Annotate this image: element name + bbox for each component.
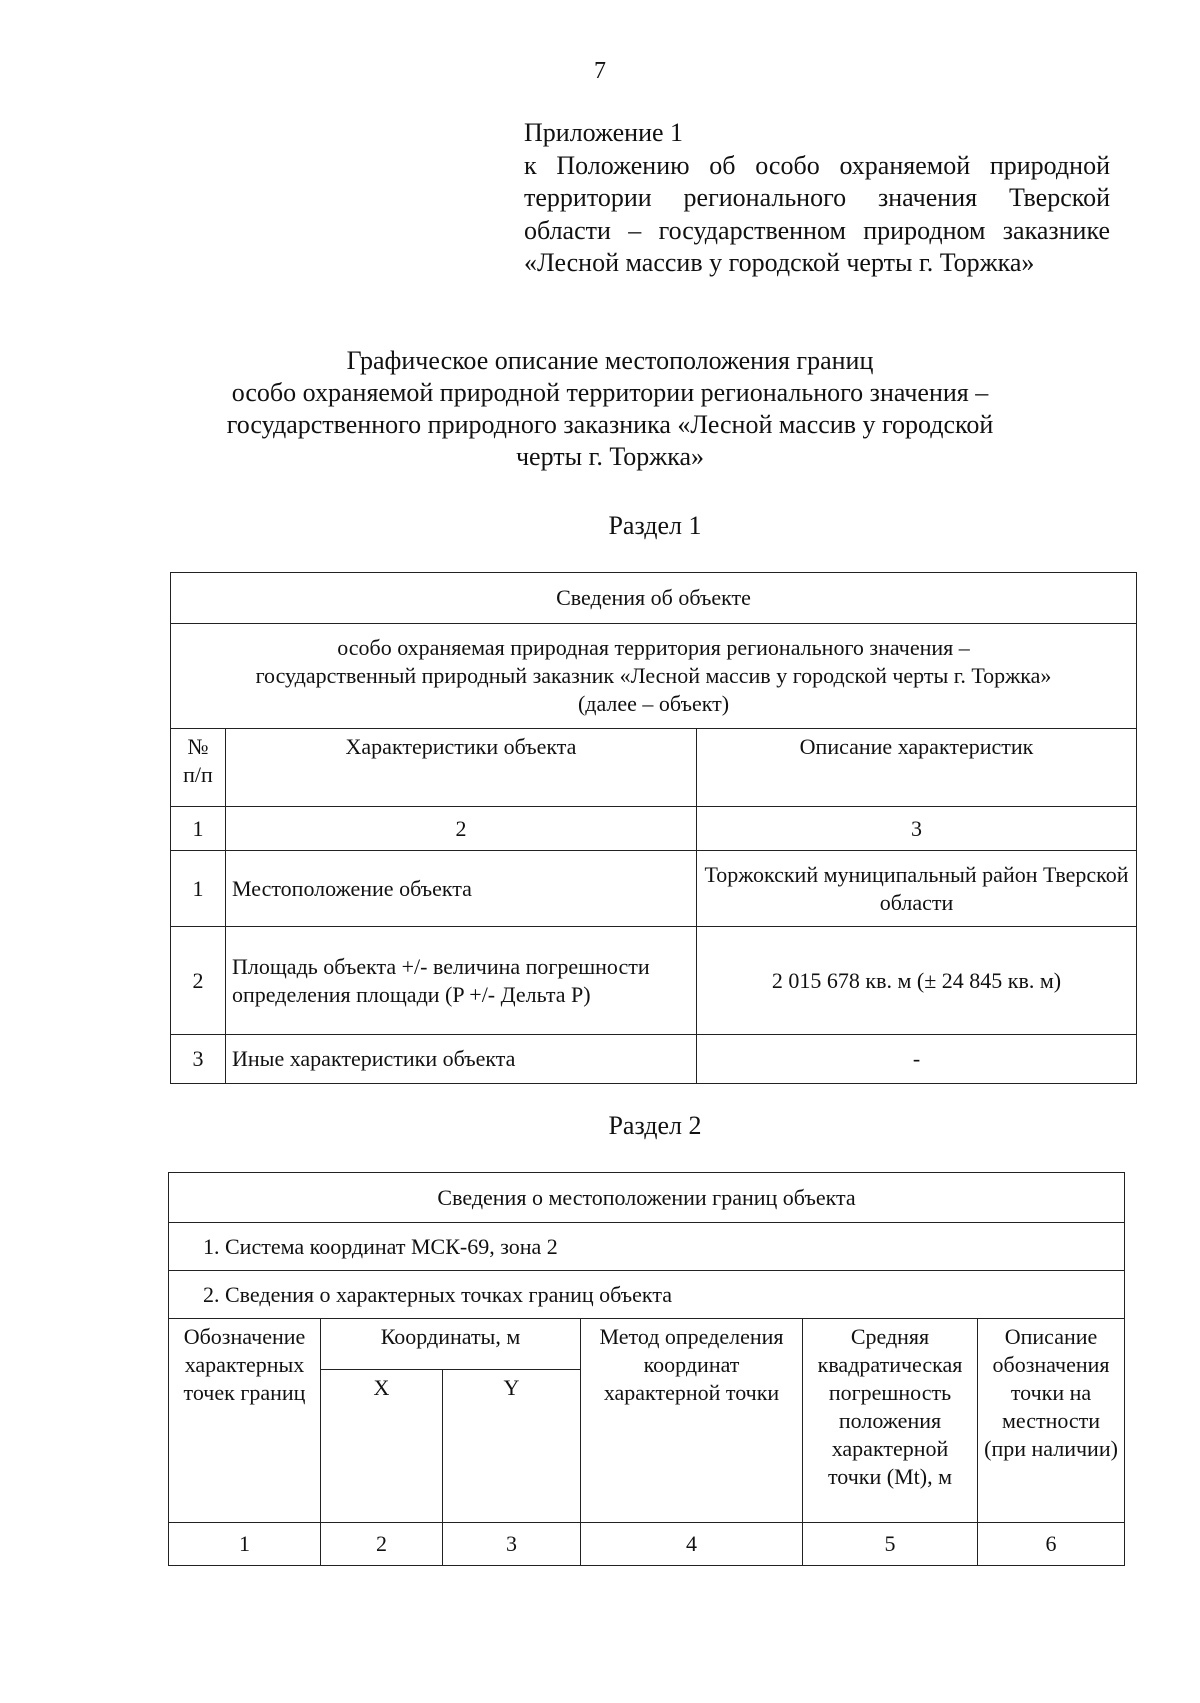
object-description-line-1: особо охраняемая природная территория регионального значения – (337, 635, 970, 660)
table-row (171, 927, 1137, 1035)
column-number-1: 1 (169, 1523, 321, 1566)
title-line-3: государственного природного заказника «Лесной массив у городской (226, 410, 994, 439)
section-2-heading: Раздел 2 (608, 1111, 702, 1140)
column-number-4: 4 (581, 1523, 803, 1566)
annex-block (524, 117, 1110, 280)
annex-body: к Положению об особо охраняемой природной территории регионального значения Тверской области – государственном природном заказнике «Лесной массив у городской черты г. Торжка» (524, 150, 1110, 277)
row-characteristic: Площадь объекта +/- величина погрешности определения площади (P +/- Дельта P) (226, 927, 697, 1035)
column-number-2: 2 (226, 807, 697, 851)
header-x: X (321, 1370, 443, 1523)
points-info: 2. Сведения о характерных точках границ объекта (169, 1271, 1125, 1319)
annex-heading: Приложение 1 (524, 118, 684, 147)
boundary-table (168, 1172, 1125, 1566)
header-y: Y (443, 1370, 581, 1523)
section-1-heading: Раздел 1 (608, 511, 702, 540)
object-description-line-2: государственный природный заказник «Лесной массив у городской черты г. Торжка» (255, 663, 1052, 688)
boundary-table-title: Сведения о местоположении границ объекта (169, 1173, 1125, 1223)
page-number: 7 (594, 58, 606, 84)
title-line-2: особо охраняемой природной территории регионального значения – (231, 378, 989, 407)
row-characteristic: Иные характеристики объекта (226, 1035, 697, 1084)
header-num: № п/п (171, 729, 226, 807)
document-title (190, 345, 1030, 473)
header-method: Метод определения координат характерной точки (581, 1319, 803, 1523)
column-number-3: 3 (697, 807, 1137, 851)
header-coordinates: Координаты, м (321, 1319, 581, 1370)
title-line-1: Графическое описание местоположения границ (346, 346, 874, 375)
object-info-table (170, 572, 1137, 1084)
header-error: Средняя квадратическая погрешность положения характерной точки (Mt), м (803, 1319, 978, 1523)
column-number-2: 2 (321, 1523, 443, 1566)
header-description: Описание характеристик (697, 729, 1137, 807)
coordinate-system: 1. Система координат МСК-69, зона 2 (169, 1223, 1125, 1271)
object-description-line-3: (далее – объект) (577, 691, 730, 716)
table-row (171, 851, 1137, 927)
row-num: 2 (171, 927, 226, 1035)
row-num: 1 (171, 851, 226, 927)
header-characteristics: Характеристики объекта (226, 729, 697, 807)
row-characteristic: Местоположение объекта (226, 851, 697, 927)
column-number-5: 5 (803, 1523, 978, 1566)
column-number-6: 6 (978, 1523, 1125, 1566)
row-num: 3 (171, 1035, 226, 1084)
title-line-4: черты г. Торжка» (515, 442, 704, 471)
row-description: 2 015 678 кв. м (± 24 845 кв. м) (697, 927, 1137, 1035)
row-description: - (697, 1035, 1137, 1084)
header-designation: Обозначение характерных точек границ (169, 1319, 321, 1523)
header-marker: Описание обозначения точки на местности (при наличии) (978, 1319, 1125, 1523)
column-number-1: 1 (171, 807, 226, 851)
object-info-title: Сведения об объекте (171, 573, 1137, 624)
object-description (171, 624, 1137, 729)
table-row (171, 1035, 1137, 1084)
row-description: Торжокский муниципальный район Тверской области (697, 851, 1137, 927)
column-number-3: 3 (443, 1523, 581, 1566)
